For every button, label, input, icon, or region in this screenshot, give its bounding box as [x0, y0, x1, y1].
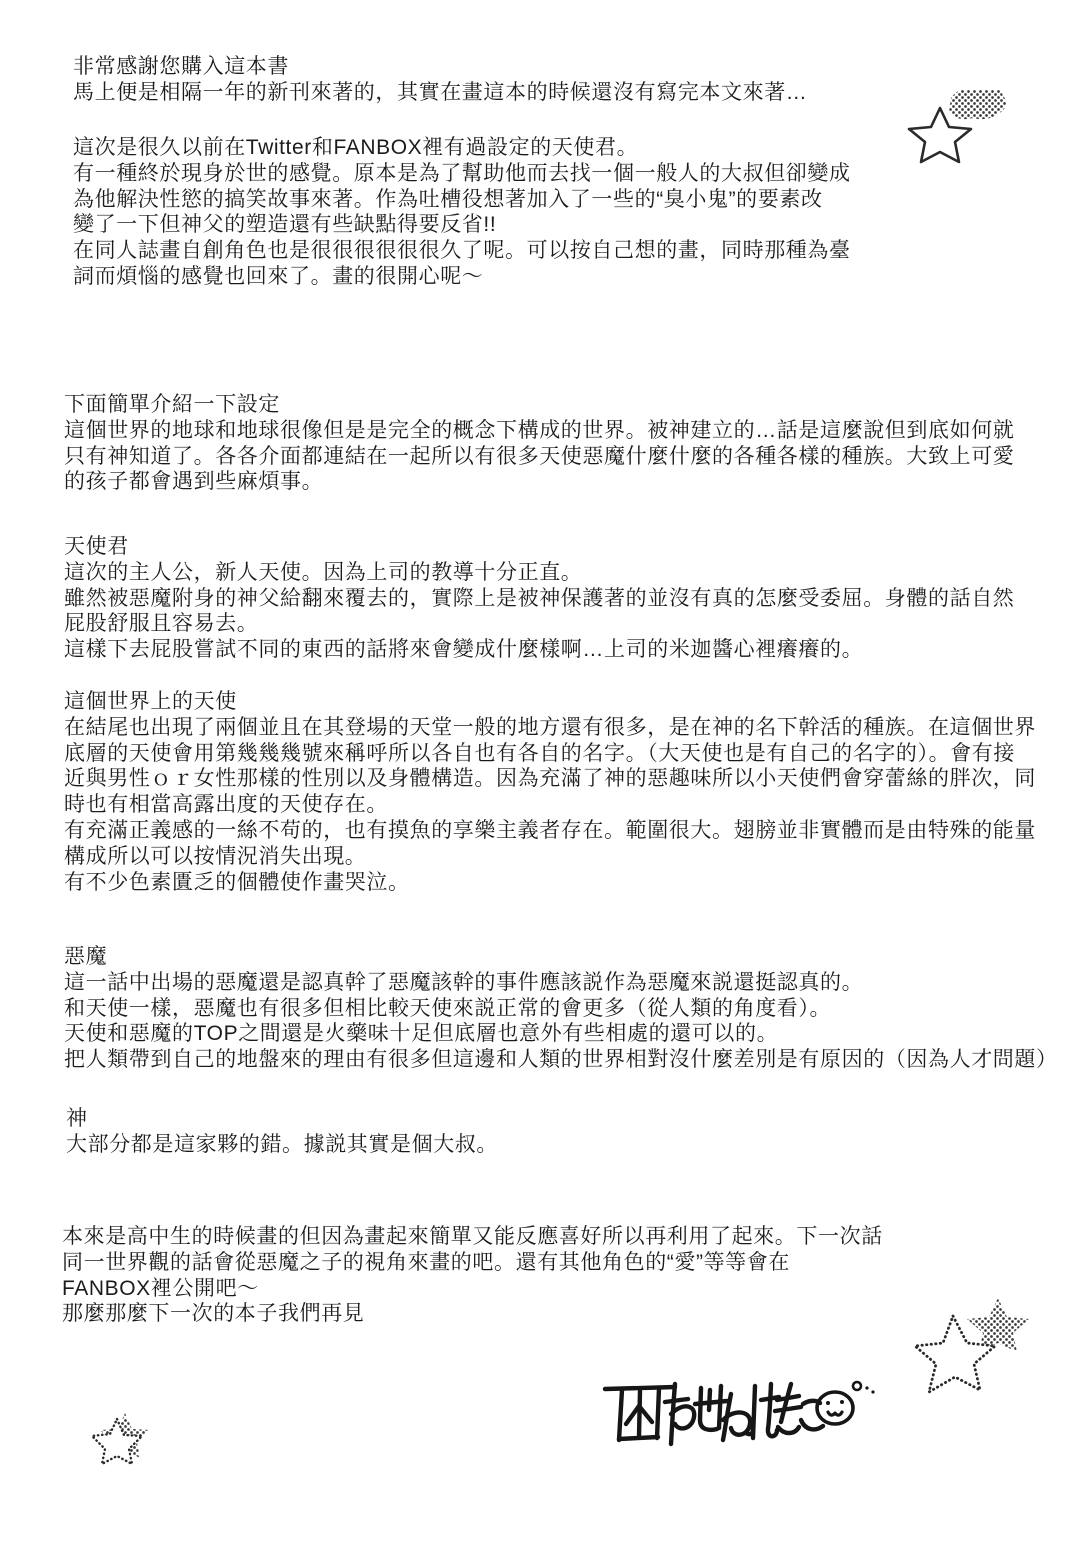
text-line: 同一世界觀的話會從惡魔之子的視角來畫的吧。還有其他角色的“愛”等等會在	[62, 1250, 790, 1274]
section-setting	[64, 392, 1014, 495]
section-heading: 這個世界上的天使	[64, 690, 237, 713]
text-line: 底層的天使會用第幾幾幾號來稱呼所以各自也有各自的名字。（大天使也是有自己的名字的）。會有接	[64, 741, 1015, 765]
text-line: 雖然被惡魔附身的神父給翻來覆去的，實際上是被神保護著的並沒有真的怎麼受委屈。身體的話自然	[64, 586, 1015, 610]
text-line: 近與男性ｏｒ女性那樣的性別以及身體構造。因為充滿了神的惡趣味所以小天使們會穿蕾絲的胖次，同	[64, 767, 1036, 791]
section-closing	[62, 1224, 883, 1327]
text-line: 和天使一樣，惡魔也有很多但相比較天使來説正常的會更多（從人類的角度看）。	[64, 996, 832, 1020]
text-line: 有充滿正義感的一絲不苟的，也有摸魚的享樂主義者存在。範圍很大。翅膀並非實體而是由特殊的能量	[64, 818, 1036, 842]
section-heading: 天使君	[64, 535, 129, 558]
text-line: 詞而煩惱的感覺也回來了。畫的很開心呢～	[73, 264, 484, 288]
section-heading: 神	[66, 1107, 88, 1130]
text-line: 構成所以可以按情況消失出現。	[64, 844, 367, 868]
text-line: 那麼那麼下一次的本子我們再見	[62, 1302, 365, 1326]
text-line: 下面簡單介紹一下設定	[64, 393, 280, 416]
text-line: 的孩子都會遇到些麻煩事。	[64, 470, 324, 494]
star-doodle-bottom-left	[85, 1410, 163, 1482]
text-line: 這一話中出場的惡魔還是認真幹了惡魔該幹的事件應該説作為惡魔來説還挺認真的。	[64, 970, 864, 994]
text-line: 在結尾也出現了兩個並且在其登場的天堂一般的地方還有很多，是在神的名下幹活的種族。在這個世界	[64, 715, 1036, 739]
text-line: 這樣下去屁股嘗試不同的東西的話將來會變成什麼樣啊…上司的米迦醬心裡癢癢的。	[64, 638, 864, 662]
text-line: 馬上便是相隔一年的新刊來著的，其實在畫這本的時候還沒有寫完本文來著…	[73, 80, 808, 104]
section-thanks	[73, 54, 807, 106]
text-line: 有不少色素匱乏的個體使作畫哭泣。	[64, 870, 410, 894]
text-line: 為他解決性慾的搞笑故事來著。作為吐槽役想著加入了一些的“臭小鬼”的要素改	[73, 187, 823, 211]
text-line: 這次的主人公，新人天使。因為上司的教導十分正直。	[64, 560, 583, 584]
text-line: 把人類帶到自己的地盤來的理由有很多但這邊和人類的世界相對沒什麼差別是有原因的（因為人才問題）	[64, 1048, 1058, 1072]
artist-signature	[595, 1372, 890, 1457]
text-line: 非常感謝您購入這本書	[73, 55, 289, 78]
section-world-angels	[64, 689, 1036, 895]
text-line: 大部分都是這家夥的錯。據説其實是個大叔。	[66, 1132, 498, 1156]
star-doodle-top-right	[895, 90, 1010, 168]
text-line: 只有神知道了。各各介面都連結在一起所以有很多天使惡魔什麼什麼的各種各樣的種族。大致上可愛	[64, 444, 1015, 468]
section-heading: 惡魔	[64, 945, 108, 968]
text-line: 變了一下但神父的塑造還有些缺點得要反省!!	[73, 213, 497, 237]
text-line: 這個世界的地球和地球很像但是是完全的概念下構成的世界。被神建立的…話是這麼說但到底如何就	[64, 418, 1015, 442]
text-line: 屁股舒服且容易去。	[64, 612, 259, 636]
text-line: 有一種終於現身於世的感覺。原本是為了幫助他而去找一個一般人的大叔但卻變成	[73, 161, 851, 185]
text-line: 本來是高中生的時候畫的但因為畫起來簡單又能反應喜好所以再利用了起來。下一次話	[62, 1225, 883, 1248]
section-demons	[64, 944, 1058, 1073]
text-line: 時也有相當高露出度的天使存在。	[64, 793, 388, 817]
star-doodle-bottom-right	[903, 1296, 1041, 1418]
text-line: 這次是很久以前在Twitter和FANBOX裡有過設定的天使君。	[73, 136, 639, 159]
section-angel-kun	[64, 534, 1014, 663]
text-line: 天使和惡魔的TOP之間還是火藥味十足但底層也意外有些相處的還可以的。	[64, 1022, 779, 1046]
section-god	[66, 1106, 498, 1158]
text-line: FANBOX裡公開吧～	[62, 1276, 259, 1300]
section-angel-intro	[73, 135, 851, 290]
text-line: 在同人誌畫自創角色也是很很很很很很久了呢。可以按自己想的畫，同時那種為臺	[73, 239, 851, 263]
